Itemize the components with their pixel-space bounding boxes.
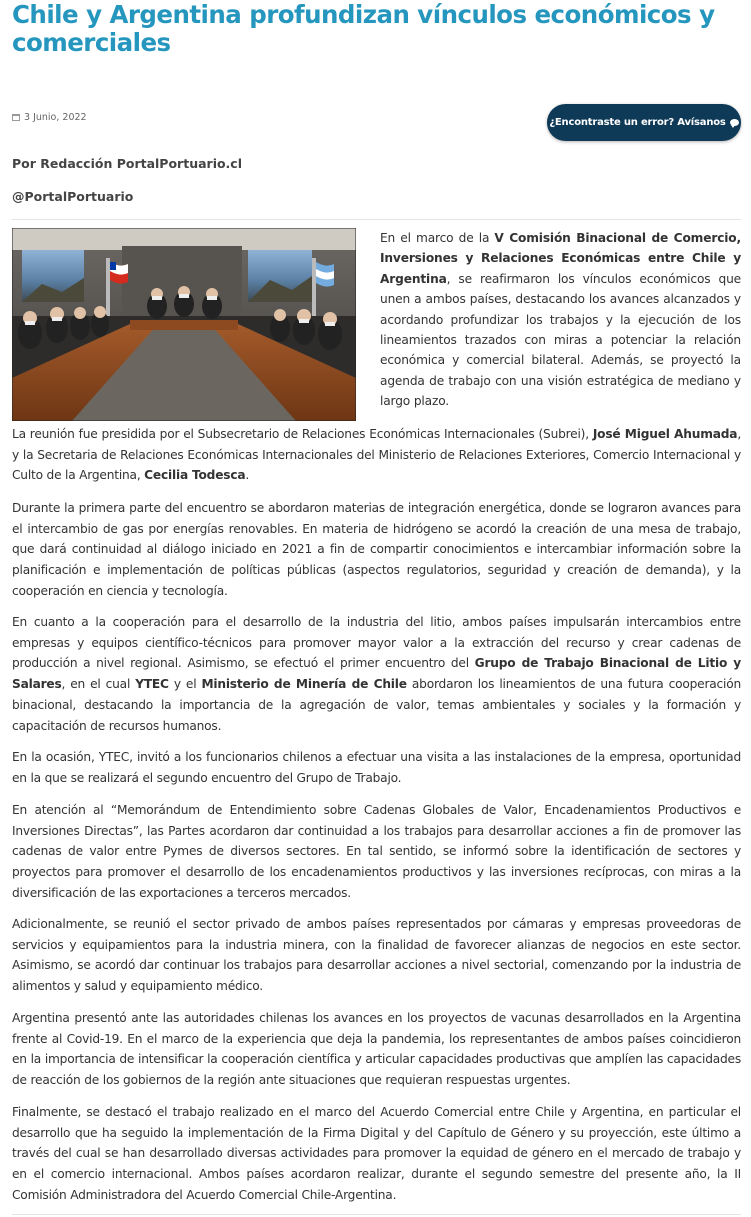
- paragraph-7: Argentina presentó ante las autoridades chilenas los avances en los proyectos de vacunas desarrollados en la Argentina frente al Covid-19. En el marco de la experiencia que deja la pandemia, los representantes de ambos países coincidieron en la importancia de intensificar la cooperación científica y articular capacidades productivas que amplíen las capacidades de reacción de los gobiernos de la región ante situaciones que requieran respuestas urgentes.: [12, 1011, 741, 1088]
- paragraph-8: Finalmente, se destacó el trabajo realizado en el marco del Acuerdo Comercial entre Chile y Argentina, en particular el desarrollo que ha seguido la implementación de la Firma Digital y del Capítulo de Género y su proyección, este último a través del cual se han desarrollado diversas actividades para promover la equidad de género en el mercado de trabajo y en el comercio internacional. Ambos países acordaron realizar, durante el segundo semestre del presente año, la II Comisión Administradora del Acuerdo Comercial Chile-Argentina.: [12, 1105, 741, 1202]
- paragraph-5: En atención al “Memorándum de Entendimiento sobre Cadenas Globales de Valor, Encadenamientos Productivos e Inversiones Directas”, las Partes acordaron dar continuidad a los trabajos para desarrollar acciones a fin de promover las cadenas de valor entre Pymes de diversos sectores. En tal sentido, se informó sobre la identificación de sectores y proyectos para promover el desarrollo de los encadenamientos productivos y las inversiones recíprocas, con miras a la diversificación de las exportaciones a terceros mercados.: [12, 803, 741, 900]
- article-byline: Por Redacción PortalPortuario.cl: [12, 156, 243, 171]
- p3-bold-3: Ministerio de Minería de Chile: [201, 677, 407, 692]
- report-error-button[interactable]: [547, 104, 741, 141]
- paragraph-4: En la ocasión, YTEC, invitó a los funcionarios chilenos a efectuar una visita a las instalaciones de la empresa, oportunidad en la que se realizará el segundo encuentro del Grupo de Trabajo.: [12, 750, 741, 785]
- lead-text-2: , se reafirmaron los vínculos económicos que unen a ambos países, destacando los avances alcanzados y acordando profundizar los trabajos y la ejecución de los lineamientos trazados con miras a potenciar la relación económica y comercial bilateral. Además, se proyectó la agenda de trabajo con una visión estratégica de mediano y largo plazo.: [380, 271, 741, 409]
- meta-row: [12, 104, 741, 142]
- paragraph-6: Adicionalmente, se reunió el sector privado de ambos países representados por cámaras y empresas proveedoras de servicios y equipamientos para la industria minera, con la finalidad de favorecer alianzas de negocios en este sector. Asimismo, se acordó dar continuar los trabajos para desarrollar acciones a nivel sectorial, comenzando por la industria de alimentos y salud y equipamiento médico.: [12, 917, 741, 994]
- date-text: 3 Junio, 2022: [24, 112, 87, 123]
- p1-bold-1: José Miguel Ahumada: [592, 427, 738, 441]
- p3-text-3: y el: [168, 677, 202, 692]
- calendar-icon: [12, 114, 20, 121]
- lead-bold-1: V Comisión Binacional de Comercio, Inversiones y Relaciones Económicas entre Chile y Argentina: [380, 231, 741, 286]
- chat-bubble-icon: [730, 119, 739, 126]
- p3-bold-2: YTEC: [135, 677, 169, 692]
- paragraph-2: Durante la primera parte del encuentro se abordaron materias de integración energética, donde se lograron avances para el intercambio de gas por energías renovables. En materia de hidrógeno se acordó la creación de una mesa de trabajo, que dará continuidad al diálogo iniciado en 2021 a fin de compartir conocimientos e intercambiar información sobre la planificación e implementación de políticas públicas (aspectos regulatorios, seguridad y creación de demanda), y la cooperación en ciencia y tecnología.: [12, 501, 741, 598]
- p3-bold-1: Grupo de Trabajo Binacional de Litio y Salares: [12, 656, 742, 692]
- p3-text-1: En cuanto a la cooperación para el desarrollo de la industria del litio, ambos países impulsarán intercambios entre empresas y equipos científico-técnicos para promover mayor valor a la extracción del recurso y crear cadenas de producción a nivel regional. Asimismo, se efectuó el primer encuentro del: [12, 615, 741, 671]
- article-photo: [12, 228, 356, 421]
- divider: [12, 219, 741, 220]
- report-error-label: ¿Encontraste un error? Avísanos: [549, 117, 726, 128]
- lead-text-1: En el marco de la: [380, 231, 495, 245]
- p3-text-4: abordaron los lineamientos de una futura cooperación binacional, destacando la importancia de la agregación de valor, temas ambientales y sociales y la formación y capacitación de recursos humanos.: [12, 677, 741, 733]
- p1-text-2: , y la Secretaria de Relaciones Económicas Internacionales del Ministerio de Relaciones Exteriores, Comercio Internacional y Culto de la Argentina,: [12, 427, 742, 483]
- p3-text-2: , en el cual: [61, 677, 136, 692]
- p1-text-1: La reunión fue presidida por el Subsecretario de Relaciones Económicas Internacionales (Subrei),: [12, 427, 593, 441]
- article-date: [12, 112, 87, 123]
- lead-paragraph: [380, 228, 741, 412]
- author-handle-link[interactable]: @PortalPortuario: [12, 189, 134, 204]
- article-title: Chile y Argentina profundizan vínculos económicos y comerciales: [12, 0, 715, 57]
- bottom-divider: [12, 1214, 741, 1215]
- p1-text-3: .: [245, 468, 250, 483]
- paragraph-3: [12, 612, 741, 736]
- p1-bold-2: Cecilia Todesca: [144, 468, 246, 483]
- meeting-photo-illustration: [12, 228, 356, 421]
- paragraph-1: [12, 424, 741, 486]
